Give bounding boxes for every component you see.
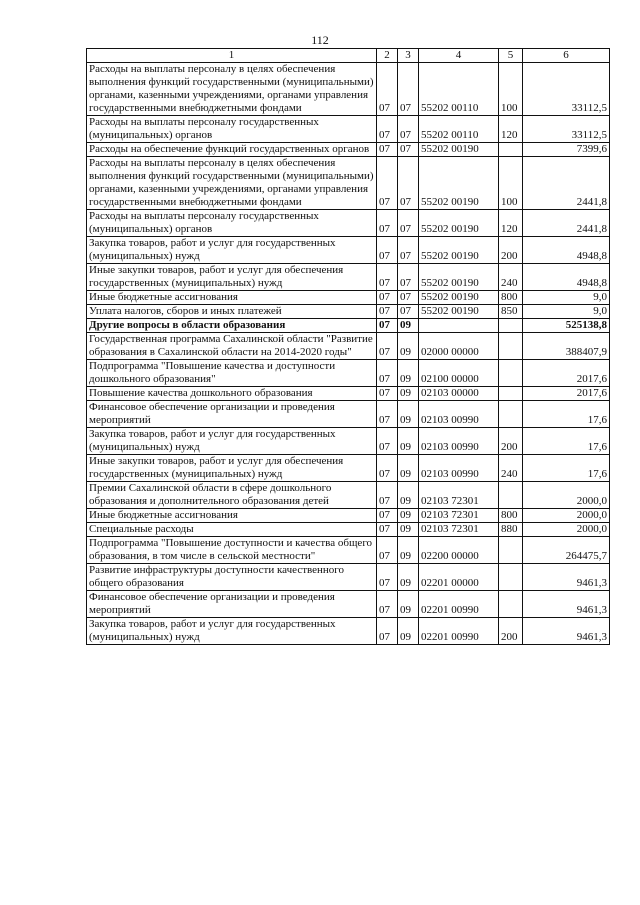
expense-type-code: 200 [499,237,523,264]
target-article-code: 02000 00000 [419,333,499,360]
table-row [87,237,610,264]
expense-name: Уплата налогов, сборов и иных платежей [87,305,377,319]
table-row [87,482,610,509]
expense-name: Расходы на выплаты персоналу в целях обеспечения выполнения функций государственными (муниципальными) органами, казенными учреждениями, органами управления государственными внебюджетными фондами [87,63,377,116]
table-row [87,305,610,319]
target-article-code: 02201 00000 [419,564,499,591]
section-code: 07 [377,63,398,116]
subsection-code: 07 [398,237,419,264]
target-article-code: 55202 00190 [419,291,499,305]
expense-name: Иные закупки товаров, работ и услуг для обеспечения государственных (муниципальных) нужд [87,264,377,291]
target-article-code: 02200 00000 [419,537,499,564]
expense-name: Премии Сахалинской области в сфере дошкольного образования и дополнительного образования детей [87,482,377,509]
section-code: 07 [377,482,398,509]
subsection-code: 09 [398,618,419,645]
expense-type-code [499,482,523,509]
subsection-code: 07 [398,116,419,143]
section-code: 07 [377,564,398,591]
amount: 7399,6 [523,143,610,157]
amount: 2017,6 [523,360,610,387]
expense-type-code [499,591,523,618]
expense-name: Финансовое обеспечение организации и проведения мероприятий [87,591,377,618]
target-article-code: 02103 00990 [419,455,499,482]
table-row [87,509,610,523]
target-article-code: 55202 00110 [419,116,499,143]
expense-type-code [499,143,523,157]
section-code: 07 [377,428,398,455]
expense-type-code: 200 [499,618,523,645]
table-row [87,360,610,387]
target-article-code: 55202 00190 [419,143,499,157]
amount: 33112,5 [523,63,610,116]
expense-name: Финансовое обеспечение организации и проведения мероприятий [87,401,377,428]
header-col-2: 2 [377,49,398,63]
amount: 2000,0 [523,509,610,523]
table-row [87,523,610,537]
subsection-code: 09 [398,360,419,387]
section-code: 07 [377,509,398,523]
section-code: 07 [377,537,398,564]
amount: 9,0 [523,305,610,319]
subsection-code: 07 [398,157,419,210]
table-row [87,455,610,482]
amount: 2000,0 [523,523,610,537]
section-code: 07 [377,319,398,333]
target-article-code: 02103 72301 [419,509,499,523]
expense-type-code: 120 [499,210,523,237]
section-code: 07 [377,116,398,143]
table-row [87,63,610,116]
target-article-code: 02103 72301 [419,523,499,537]
expense-name: Государственная программа Сахалинской области "Развитие образования в Сахалинской области на 2014-2020 годы" [87,333,377,360]
expense-name: Иные закупки товаров, работ и услуг для обеспечения государственных (муниципальных) нужд [87,455,377,482]
expense-name: Повышение качества дошкольного образования [87,387,377,401]
expense-name: Закупка товаров, работ и услуг для государственных (муниципальных) нужд [87,428,377,455]
expense-type-code: 200 [499,428,523,455]
table-row [87,210,610,237]
target-article-code: 02103 00990 [419,401,499,428]
expense-type-code: 850 [499,305,523,319]
target-article-code: 55202 00190 [419,237,499,264]
amount: 9461,3 [523,618,610,645]
expense-name: Расходы на выплаты персоналу в целях обеспечения выполнения функций государственными (муниципальными) органами, казенными учреждениями, органами управления государственными внебюджетными фондами [87,157,377,210]
section-code: 07 [377,333,398,360]
expense-type-code [499,537,523,564]
budget-table [86,48,610,645]
header-col-4: 4 [419,49,499,63]
section-code: 07 [377,401,398,428]
expense-type-code [499,401,523,428]
amount: 17,6 [523,428,610,455]
table-row [87,319,610,333]
expense-type-code [499,333,523,360]
subsection-code: 07 [398,143,419,157]
subsection-code: 09 [398,319,419,333]
expense-name: Закупка товаров, работ и услуг для государственных (муниципальных) нужд [87,618,377,645]
subsection-code: 09 [398,591,419,618]
section-code: 07 [377,305,398,319]
header-col-3: 3 [398,49,419,63]
expense-name: Расходы на обеспечение функций государственных органов [87,143,377,157]
page-number: 112 [311,33,329,47]
expense-name: Иные бюджетные ассигнования [87,291,377,305]
table-row [87,591,610,618]
expense-name: Закупка товаров, работ и услуг для государственных (муниципальных) нужд [87,237,377,264]
target-article-code: 55202 00190 [419,305,499,319]
amount: 9461,3 [523,564,610,591]
expense-name: Специальные расходы [87,523,377,537]
subsection-code: 07 [398,210,419,237]
section-code: 07 [377,360,398,387]
table-row [87,387,610,401]
expense-type-code: 100 [499,157,523,210]
header-col-1: 1 [87,49,377,63]
expense-type-code: 880 [499,523,523,537]
amount: 9,0 [523,291,610,305]
amount: 33112,5 [523,116,610,143]
amount: 388407,9 [523,333,610,360]
section-code: 07 [377,157,398,210]
subsection-code: 09 [398,564,419,591]
target-article-code: 55202 00110 [419,63,499,116]
table-row [87,618,610,645]
amount: 2441,8 [523,210,610,237]
target-article-code: 02103 72301 [419,482,499,509]
target-article-code [419,319,499,333]
subsection-code: 09 [398,401,419,428]
section-code: 07 [377,618,398,645]
table-header-row [87,49,610,63]
amount: 2000,0 [523,482,610,509]
amount: 2441,8 [523,157,610,210]
table-row [87,291,610,305]
section-code: 07 [377,291,398,305]
subsection-code: 09 [398,428,419,455]
table-row [87,333,610,360]
amount: 2017,6 [523,387,610,401]
target-article-code: 02103 00990 [419,428,499,455]
header-col-6: 6 [523,49,610,63]
section-code: 07 [377,523,398,537]
header-col-5: 5 [499,49,523,63]
expense-type-code [499,360,523,387]
expense-name: Подпрограмма "Повышение качества и доступности дошкольного образования" [87,360,377,387]
expense-type-code [499,319,523,333]
table-row [87,143,610,157]
subsection-code: 09 [398,523,419,537]
table-row [87,564,610,591]
amount: 264475,7 [523,537,610,564]
expense-type-code: 100 [499,63,523,116]
expense-name: Подпрограмма "Повышение доступности и качества общего образования, в том числе в сельской местности" [87,537,377,564]
expense-type-code: 120 [499,116,523,143]
target-article-code: 02103 00000 [419,387,499,401]
table-row [87,537,610,564]
target-article-code: 02100 00000 [419,360,499,387]
expense-name: Расходы на выплаты персоналу государственных (муниципальных) органов [87,210,377,237]
subsection-code: 09 [398,387,419,401]
subsection-code: 09 [398,482,419,509]
expense-type-code [499,564,523,591]
amount: 17,6 [523,455,610,482]
table-row [87,401,610,428]
expense-type-code [499,387,523,401]
subsection-code: 07 [398,63,419,116]
table-row [87,116,610,143]
subsection-code: 07 [398,305,419,319]
expense-type-code: 800 [499,291,523,305]
section-code: 07 [377,387,398,401]
target-article-code: 02201 00990 [419,591,499,618]
expense-name: Иные бюджетные ассигнования [87,509,377,523]
target-article-code: 55202 00190 [419,264,499,291]
table-row [87,428,610,455]
amount: 9461,3 [523,591,610,618]
budget-table-body [87,49,610,645]
expense-type-code: 240 [499,455,523,482]
subsection-code: 09 [398,537,419,564]
subsection-code: 07 [398,291,419,305]
section-code: 07 [377,264,398,291]
target-article-code: 55202 00190 [419,210,499,237]
section-code: 07 [377,455,398,482]
amount: 4948,8 [523,237,610,264]
amount: 525138,8 [523,319,610,333]
amount: 4948,8 [523,264,610,291]
subsection-code: 07 [398,264,419,291]
subsection-code: 09 [398,333,419,360]
expense-name: Расходы на выплаты персоналу государственных (муниципальных) органов [87,116,377,143]
expense-name: Развитие инфраструктуры доступности качественного общего образования [87,564,377,591]
subsection-code: 09 [398,509,419,523]
section-code: 07 [377,237,398,264]
amount: 17,6 [523,401,610,428]
section-code: 07 [377,591,398,618]
expense-type-code: 800 [499,509,523,523]
expense-type-code: 240 [499,264,523,291]
target-article-code: 02201 00990 [419,618,499,645]
expense-name: Другие вопросы в области образования [87,319,377,333]
section-code: 07 [377,210,398,237]
table-row [87,157,610,210]
subsection-code: 09 [398,455,419,482]
target-article-code: 55202 00190 [419,157,499,210]
section-code: 07 [377,143,398,157]
table-row [87,264,610,291]
